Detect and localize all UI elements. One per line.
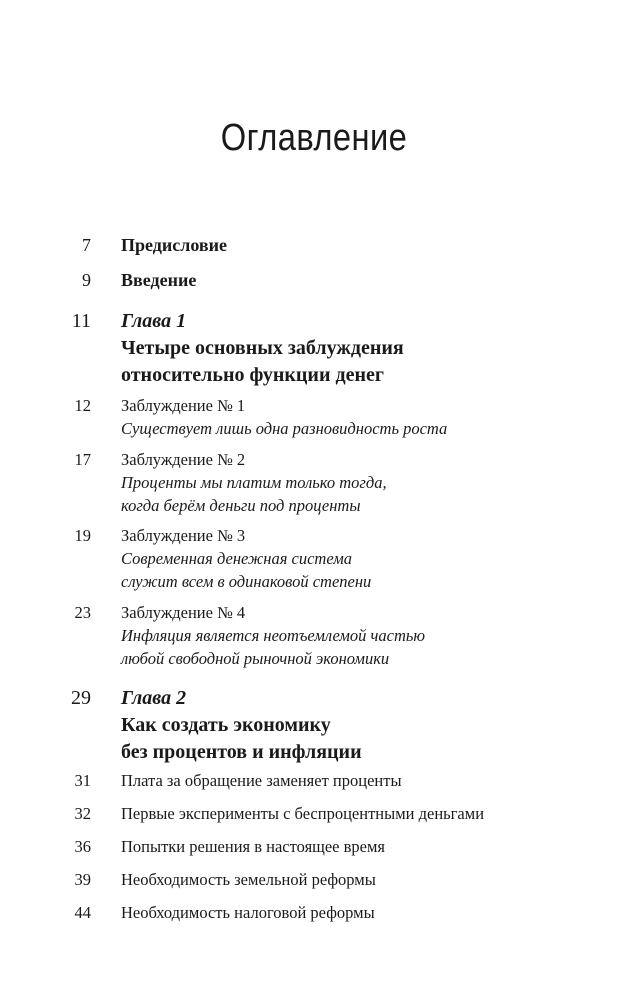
- page-number: 9: [82, 270, 91, 290]
- chapter-heading: [121, 308, 404, 389]
- chapter-label: Глава 2: [121, 687, 187, 709]
- section-subtitle-line: любой свободной рыночной экономики: [121, 649, 390, 668]
- page-number: 7: [82, 235, 91, 255]
- section-subtitle-line: Инфляция является неотъемлемой частью: [121, 626, 426, 645]
- entry-title: Первые эксперименты с беспроцентными деньгами: [121, 804, 485, 823]
- chapter-label: Глава 1: [121, 310, 187, 332]
- page-number: 11: [71, 310, 91, 332]
- page-number: 44: [74, 903, 91, 922]
- entry-title: Введение: [121, 270, 197, 290]
- page-number: 36: [74, 837, 91, 856]
- chapter-title-line: Как создать экономику: [121, 714, 331, 736]
- section-text: [121, 394, 447, 440]
- page-title: Оглавление: [220, 117, 408, 159]
- page-number: 39: [74, 870, 91, 889]
- section-text: [121, 601, 425, 670]
- section-heading: Заблуждение № 2: [121, 450, 246, 469]
- section-heading: Заблуждение № 3: [121, 526, 246, 545]
- chapter-heading: [121, 685, 362, 766]
- section-text: [121, 448, 387, 517]
- page-number: 23: [74, 603, 91, 622]
- section-subtitle-line: Существует лишь одна разновидность роста: [121, 419, 448, 438]
- entry-title: Необходимость налоговой реформы: [121, 903, 375, 922]
- entry-title: Предисловие: [121, 235, 227, 255]
- section-subtitle-line: Современная денежная система: [121, 549, 353, 568]
- section-heading: Заблуждение № 4: [121, 603, 246, 622]
- section-subtitle-line: когда берём деньги под проценты: [121, 496, 361, 515]
- section-text: [121, 524, 371, 593]
- section-heading: Заблуждение № 1: [121, 396, 246, 415]
- page-number: 32: [74, 804, 91, 823]
- chapter-title-line: Четыре основных заблуждения: [121, 337, 404, 359]
- entry-title: Плата за обращение заменяет проценты: [121, 771, 402, 790]
- chapter-title-line: без процентов и инфляции: [121, 741, 362, 763]
- page-number: 31: [74, 771, 91, 790]
- page-number: 29: [71, 687, 91, 709]
- entry-title: Необходимость земельной реформы: [121, 870, 376, 889]
- page-number: 19: [74, 526, 91, 545]
- page-number: 12: [74, 396, 91, 415]
- entry-title: Попытки решения в настоящее время: [121, 837, 386, 856]
- chapter-title-line: относительно функции денег: [121, 364, 384, 386]
- page-number: 17: [74, 450, 91, 469]
- section-subtitle-line: служит всем в одинаковой степени: [121, 572, 372, 591]
- section-subtitle-line: Проценты мы платим только тогда,: [121, 473, 387, 492]
